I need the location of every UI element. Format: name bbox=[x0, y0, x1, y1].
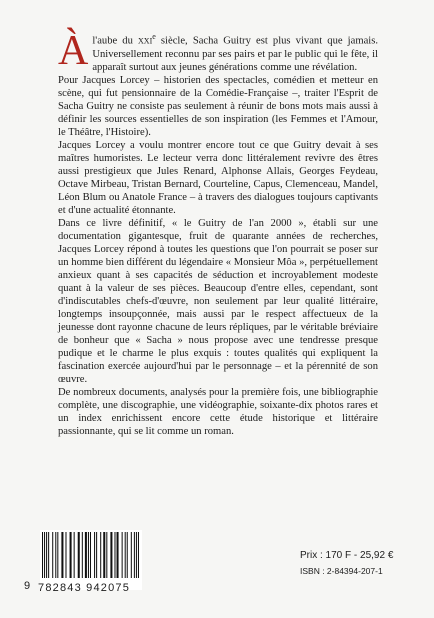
price-block bbox=[300, 550, 410, 576]
barcode-bar bbox=[106, 532, 107, 578]
barcode-bar bbox=[138, 532, 139, 578]
barcode-bar bbox=[114, 532, 115, 578]
barcode-digits: 782843 942075 bbox=[38, 582, 131, 594]
barcode-lead-digit: 9 bbox=[24, 580, 31, 592]
drop-cap: À bbox=[58, 28, 89, 74]
barcode-bar bbox=[125, 532, 126, 578]
paragraph-humoristes: Jacques Lorcey a voulu montrer encore tout ce que Guitry devait à ses maîtres humoristes. Le lecteur verra donc littéralement revivre des êtres aussi prestigieux que Jules Renard, Alphonse Allais, Georges Feydeau, Octave Mirbeau, Tristan Bernard, Courteline, Capus, Clemenceau, Mandel, Léon Blum ou Anatole France – à travers des dialogues toujours captivants et d'une actualité étonnante. bbox=[58, 139, 378, 216]
intro-paragraph bbox=[58, 30, 378, 74]
barcode-bar bbox=[82, 532, 83, 578]
paragraph-documents: De nombreux documents, analysés pour la première fois, une bibliographie complète, une discographie, une vidéographie, soixante-dix photos rares et un index enrichissent encore cette étude historique et littéraire passionnante, qui se lit comme un roman. bbox=[58, 386, 378, 437]
barcode-bar bbox=[122, 532, 123, 578]
barcode-bar bbox=[110, 532, 112, 578]
barcode-bar bbox=[100, 532, 101, 578]
barcode-bar bbox=[48, 532, 49, 578]
barcode-bar bbox=[46, 532, 47, 578]
intro-before: l'aube du bbox=[92, 35, 139, 47]
barcode-bar bbox=[127, 532, 128, 578]
paragraph-livre-definitif: Dans ce livre définitif, « le Guitry de l'an 2000 », établi sur une documentation gigantesque, fruit de quarante années de recherches, Jacques Lorcey répond à toutes les questions que l'on pourrait se poser sur un homme bien différent du légendaire « Monsieur Môa », perpétuellement anxieux quant à ses capacités de séduction et incroyablement modeste quant à la valeur de ses pièces. Beaucoup d'entre elles, cependant, sont d'indiscutables chefs-d'œuvre, non seulement par leur qualité littéraire, longtemps insoupçonnée, mais aussi par le respect affectueux de la jeunesse dont rayonne chacune de leurs répliques, par le véritable bréviaire de bonheur que « Sacha » nous propose avec une tendresse presque pudique et le charme le plus exquis : toutes qualités qui expliquent la fascination exercée aujourd'hui par le personnage – et la pérennité de son œuvre. bbox=[58, 217, 378, 385]
barcode-bar bbox=[44, 532, 45, 578]
barcode-bar bbox=[78, 532, 80, 578]
intro-after: siècle, Sacha Guitry est plus vivant que jamais. Universellement reconnu par ses pairs et par le public qui le fête, il apparaît surtout aux jeunes générations comme une révélation. bbox=[92, 35, 378, 73]
barcode-bar bbox=[131, 532, 132, 578]
isbn-label: ISBN : 2-84394-207-1 bbox=[300, 566, 383, 576]
barcode-bar bbox=[103, 532, 105, 578]
price-label: Prix : 170 F - 25,92 € bbox=[300, 550, 394, 561]
barcode-bar bbox=[52, 532, 53, 578]
barcode-bar bbox=[42, 532, 43, 578]
barcode-bar bbox=[90, 532, 91, 578]
barcode-bar bbox=[55, 532, 56, 578]
barcode-bar bbox=[96, 532, 97, 578]
century-numeral: XXI bbox=[138, 36, 153, 46]
paragraph-lorcey: Pour Jacques Lorcey – historien des spectacles, comédien et metteur en scène, qui fut pensionnaire de la Comédie-Française –, traiter l'Esprit de Sacha Guitry ne consiste pas seulement à réunir de bons mots mais aussi à définir les sources essentielles de son inspiration (les Femmes et l'Amour, le Théâtre, l'Histoire). bbox=[58, 74, 378, 138]
barcode-bar bbox=[136, 532, 137, 578]
barcode-bar bbox=[134, 532, 135, 578]
barcode-bar bbox=[88, 532, 89, 578]
barcode-bar bbox=[85, 532, 87, 578]
barcode-bar bbox=[74, 532, 75, 578]
century-superscript: e bbox=[152, 32, 156, 41]
barcode-bar bbox=[65, 532, 66, 578]
barcode-bar bbox=[61, 532, 63, 578]
barcode bbox=[40, 530, 142, 590]
barcode-bar bbox=[94, 532, 95, 578]
barcode-bar bbox=[57, 532, 58, 578]
blurb-text bbox=[58, 30, 378, 438]
barcode-bar bbox=[70, 532, 72, 578]
barcode-bar bbox=[117, 532, 119, 578]
